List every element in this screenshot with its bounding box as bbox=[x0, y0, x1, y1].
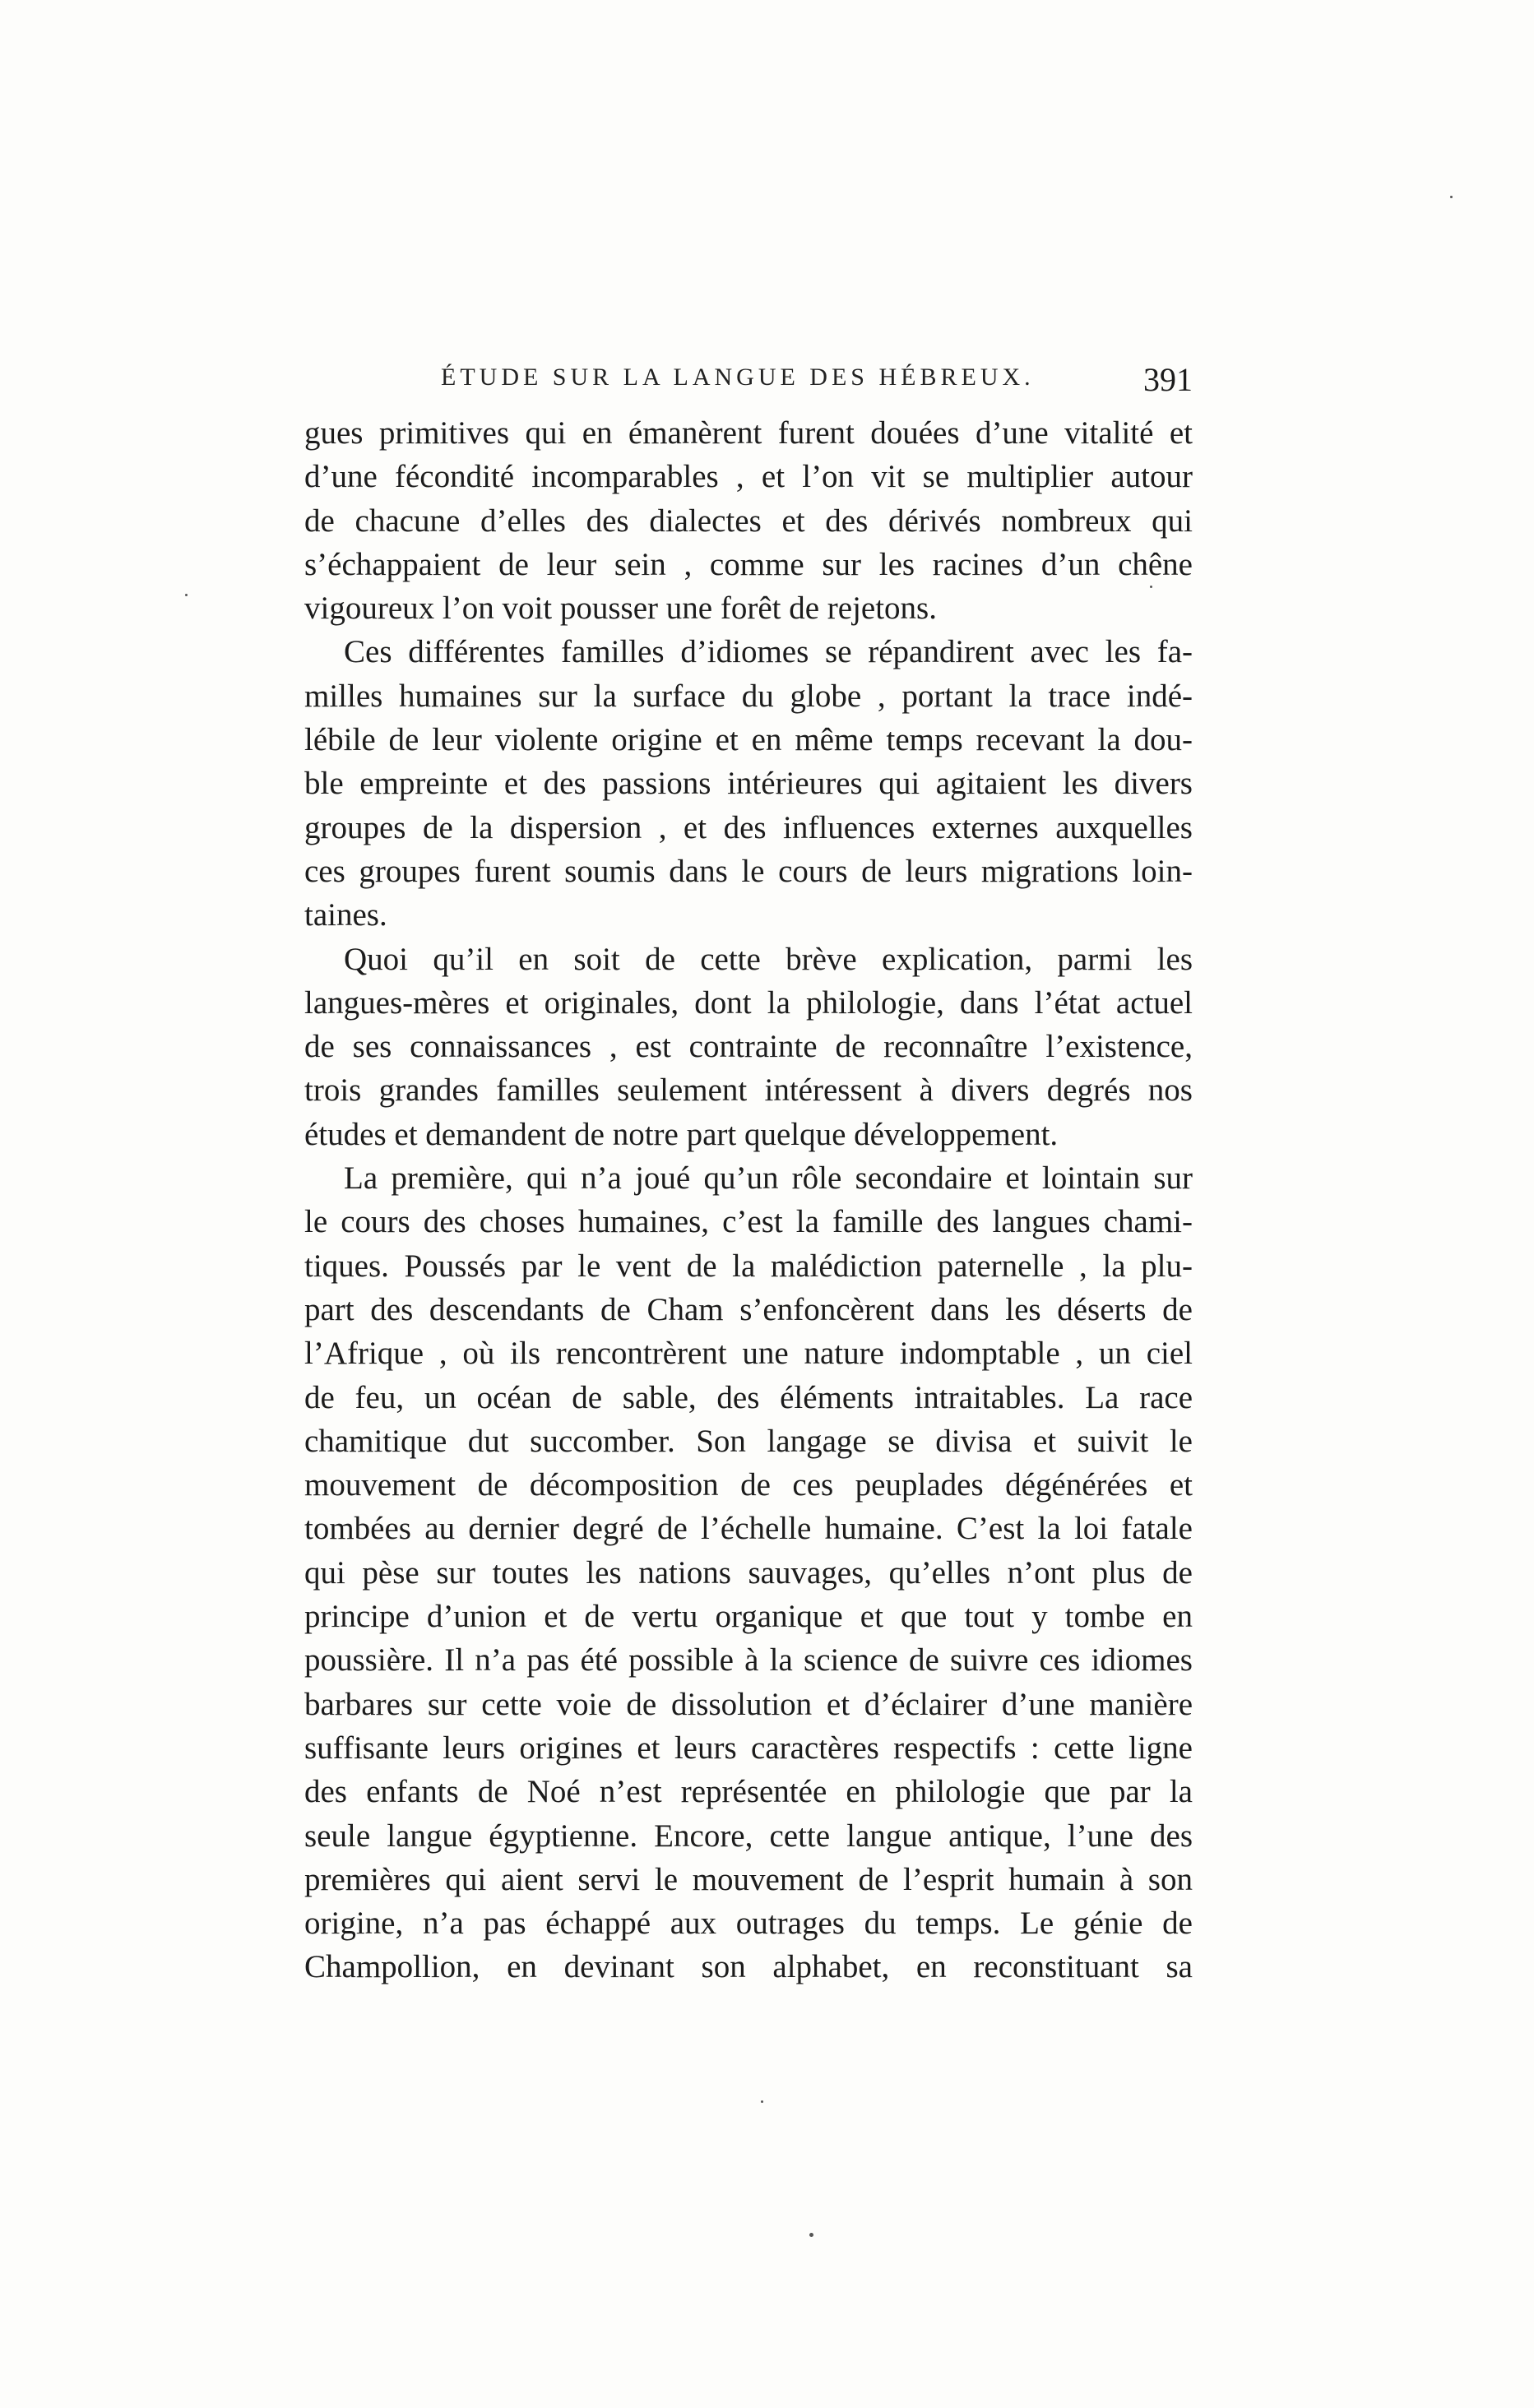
text-line: barbares sur cette voie de dissolution et d’éclairer d’une manière bbox=[304, 1686, 1193, 1722]
text-line: origine, n’a pas échappé aux outrages du temps. Le génie de bbox=[304, 1906, 1193, 1942]
scan-speck bbox=[761, 2100, 763, 2103]
scan-speck bbox=[809, 2233, 813, 2237]
text-line: La première, qui n’a joué qu’un rôle secondaire et lointain sur bbox=[344, 1160, 1193, 1197]
scan-speck bbox=[1150, 586, 1152, 588]
text-line: milles humaines sur la surface du globe , portant la trace indé- bbox=[304, 678, 1193, 714]
text-line: gues primitives qui en émanèrent furent douées d’une vitalité et bbox=[304, 415, 1193, 451]
running-title: ÉTUDE SUR LA LANGUE DES HÉBREUX. bbox=[441, 364, 1035, 391]
text-line: taines. bbox=[304, 897, 387, 933]
text-line: études et demandent de notre part quelque développement. bbox=[304, 1116, 1059, 1152]
text-line: l’Afrique , où ils rencontrèrent une nature indomptable , un ciel bbox=[304, 1336, 1193, 1372]
text-line: groupes de la dispersion , et des influences externes auxquelles bbox=[304, 809, 1193, 845]
text-line: de feu, un océan de sable, des éléments intraitables. La race bbox=[304, 1379, 1193, 1415]
text-line: ces groupes furent soumis dans le cours de leurs migrations loin- bbox=[304, 853, 1193, 889]
text-line: tiques. Poussés par le vent de la malédiction paternelle , la plu- bbox=[304, 1248, 1193, 1284]
text-line: s’échappaient de leur sein , comme sur les racines d’un chêne bbox=[304, 546, 1193, 582]
text-line: ble empreinte et des passions intérieures qui agitaient les divers bbox=[304, 766, 1193, 802]
page-number: 391 bbox=[1143, 361, 1193, 398]
running-head bbox=[304, 360, 1193, 401]
text-line: suffisante leurs origines et leurs caractères respectifs : cette ligne bbox=[304, 1730, 1193, 1766]
text-line: des enfants de Noé n’est représentée en philologie que par la bbox=[304, 1774, 1193, 1810]
text-line: seule langue égyptienne. Encore, cette langue antique, l’une des bbox=[304, 1818, 1193, 1854]
text-line: principe d’union et de vertu organique et que tout y tombe en bbox=[304, 1599, 1193, 1635]
body-text bbox=[304, 411, 1193, 1989]
text-line: de ses connaissances , est contrainte de reconnaître l’existence, bbox=[304, 1029, 1193, 1065]
text-line: d’une fécondité incomparables , et l’on vit se multiplier autour bbox=[304, 459, 1193, 495]
text-line: qui pèse sur toutes les nations sauvages, qu’elles n’ont plus de bbox=[304, 1554, 1193, 1591]
scan-speck bbox=[1450, 196, 1453, 198]
text-line: part des descendants de Cham s’enfoncèrent dans les déserts de bbox=[304, 1291, 1193, 1327]
text-line: poussière. Il n’a pas été possible à la science de suivre ces idiomes bbox=[304, 1642, 1193, 1679]
text-line: trois grandes familles seulement intéressent à divers degrés nos bbox=[304, 1072, 1193, 1109]
text-line: mouvement de décomposition de ces peuplades dégénérées et bbox=[304, 1467, 1193, 1503]
text-line: premières qui aient servi le mouvement de l’esprit humain à son bbox=[304, 1861, 1193, 1897]
text-line: Ces différentes familles d’idiomes se répandirent avec les fa- bbox=[344, 634, 1193, 670]
text-line: vigoureux l’on voit pousser une forêt de rejetons. bbox=[304, 590, 937, 627]
text-line: le cours des choses humaines, c’est la famille des langues chami- bbox=[304, 1204, 1193, 1240]
text-line: de chacune d’elles des dialectes et des dérivés nombreux qui bbox=[304, 502, 1193, 539]
text-line: lébile de leur violente origine et en même temps recevant la dou- bbox=[304, 722, 1193, 758]
text-line: tombées au dernier degré de l’échelle humaine. C’est la loi fatale bbox=[304, 1511, 1193, 1547]
text-line: Quoi qu’il en soit de cette brève explication, parmi les bbox=[344, 941, 1193, 977]
text-line: Champollion, en devinant son alphabet, en reconstituant sa bbox=[304, 1949, 1193, 1985]
scan-speck bbox=[185, 594, 188, 596]
text-line: langues-mères et originales, dont la philologie, dans l’état actuel bbox=[304, 984, 1193, 1021]
text-line: chamitique dut succomber. Son langage se divisa et suivit le bbox=[304, 1423, 1193, 1459]
